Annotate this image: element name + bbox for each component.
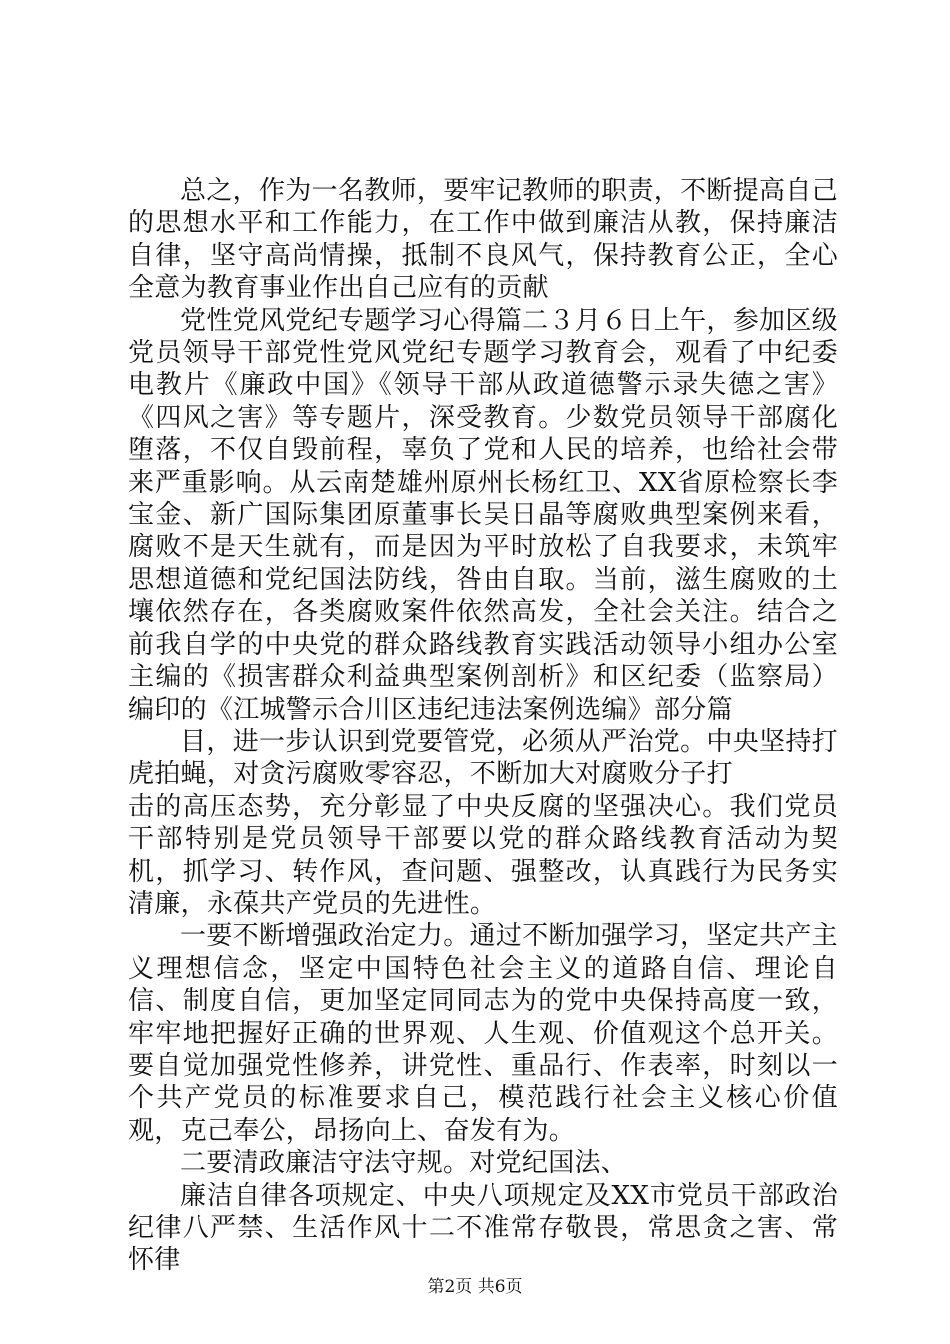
paragraph-6: 二要清政廉洁守法守规。对党纪国法、 bbox=[180, 1148, 628, 1179]
document-body bbox=[128, 175, 838, 1277]
paragraph-3: 目，进一步认识到党要管党，必须从严治党。中央坚持打虎拍蝇，对贪污腐败零容忍，不断加大对腐败分子打 bbox=[128, 726, 838, 790]
paragraph-7: 廉洁自律各项规定、中央八项规定及XX市党员干部政治纪律八严禁、生活作风十二不准常存敬畏，常思贪之害、常怀律 bbox=[128, 1180, 838, 1276]
page-number-footer: 第2页 共6页 bbox=[427, 1277, 523, 1297]
paragraph-5: 一要不断增强政治定力。通过不断加强学习，坚定共产主义理想信念，坚定中国特色社会主义的道路自信、理论自信、制度自信，更加坚定同同志为的党中央保持高度一致，牢牢地把握好正确的世界观、人生观、价值观这个总开关。要自觉加强党性修养，讲党性、重品行、作表率，时刻以一个共产党员的标准要求自己，模范践行社会主义核心价值观，克己奉公，昂扬向上、奋发有为。 bbox=[128, 921, 838, 1146]
paragraph-2: 党性党风党纪专题学习心得篇二３月６日上午，参加区级党员领导干部党性党风党纪专题学习教育会，观看了中纪委电教片《廉政中国》《领导干部从政道德警示录失德之害》《四风之害》等专题片，深受教育。少数党员领导干部腐化堕落，不仅自毁前程，辜负了党和人民的培养，也给社会带来严重影响。从云南楚雄州原州长杨红卫、XX省原检察长李宝金、新广国际集团原董事长吴日晶等腐败典型案例来看，腐败不是天生就有，而是因为平时放松了自我要求，未筑牢思想道德和党纪国法防线，咎由自取。当前，滋生腐败的土壤依然存在，各类腐败案件依然高发，全社会关注。结合之前我自学的中央党的群众路线教育实践活动领导小组办公室主编的《损害群众利益典型案例剖析》和区纪委（监察局）编印的《江城警示合川区违纪违法案例选编》部分篇 bbox=[128, 305, 838, 725]
paragraph-1: 总之，作为一名教师，要牢记教师的职责，不断提高自己的思想水平和工作能力，在工作中做到廉洁从教，保持廉洁自律，坚守高尚情操，抵制不良风气，保持教育公正，全心全意为教育事业作出自己应有的贡献 bbox=[128, 176, 838, 304]
paragraph-4: 击的高压态势，充分彰显了中央反腐的坚强决心。我们党员干部特别是党员领导干部要以党的群众路线教育活动为契机，抓学习、转作风，查问题、强整改，认真践行为民务实清廉，永葆共产党员的先进性。 bbox=[128, 791, 838, 919]
